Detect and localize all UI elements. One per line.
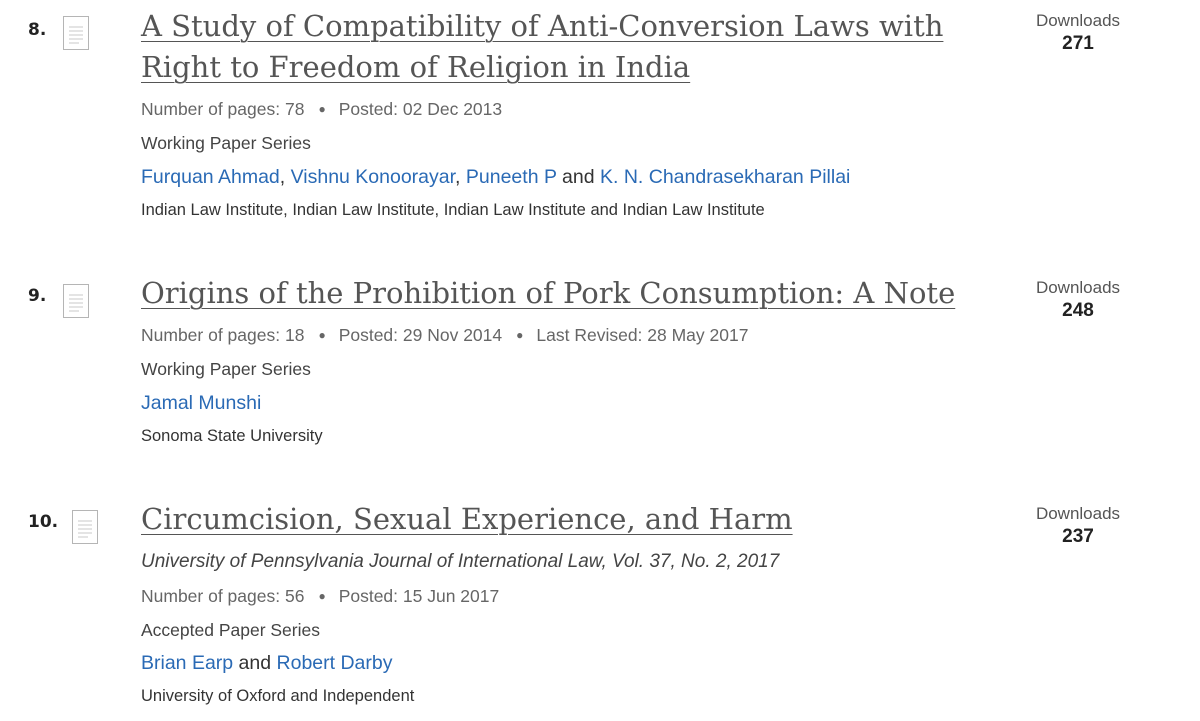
author-list: [141, 166, 850, 189]
downloads-box: [1018, 278, 1138, 324]
rank-number: 8.: [28, 20, 47, 40]
author-link[interactable]: Vishnu Konoorayar: [290, 166, 456, 188]
separator-dot: ●: [318, 102, 326, 116]
rank-number: 9.: [28, 286, 47, 306]
document-icon[interactable]: [63, 16, 89, 50]
journal-citation: University of Pennsylvania Journal of International Law, Vol. 37, No. 2, 2017: [141, 551, 780, 572]
separator-dot: ●: [318, 589, 326, 603]
downloads-label: Downloads: [1035, 504, 1121, 523]
affiliations: Sonoma State University: [141, 427, 323, 445]
paper-title-link[interactable]: A Study of Compatibility of Anti-Conversion Laws with Right to Freedom of Religion in India: [141, 9, 944, 84]
page-count: Number of pages: 18: [141, 325, 305, 345]
author-separator: ,: [279, 166, 291, 188]
affiliations: University of Oxford and Independent: [141, 687, 415, 705]
author-separator: and: [556, 166, 600, 188]
posted-date: Posted: 15 Jun 2017: [338, 586, 500, 606]
separator-dot: ●: [516, 328, 524, 342]
author-link[interactable]: Robert Darby: [276, 652, 393, 674]
author-list: [141, 392, 261, 415]
rank-number: 10.: [28, 512, 59, 532]
paper-series: Working Paper Series: [141, 133, 311, 153]
downloads-count: 271: [1062, 33, 1094, 54]
author-link[interactable]: Furquan Ahmad: [141, 166, 280, 188]
author-separator: ,: [455, 166, 466, 188]
downloads-label: Downloads: [1035, 11, 1121, 30]
paper-series: Accepted Paper Series: [141, 620, 320, 640]
author-list: [141, 652, 392, 675]
page-count: Number of pages: 78: [141, 99, 305, 119]
paper-title-link[interactable]: Origins of the Prohibition of Pork Consumption: A Note: [141, 276, 956, 310]
author-link[interactable]: Brian Earp: [141, 652, 234, 674]
author-link[interactable]: K. N. Chandrasekharan Pillai: [600, 166, 851, 188]
paper-meta: [141, 325, 748, 346]
downloads-count: 248: [1062, 300, 1094, 321]
author-link[interactable]: Jamal Munshi: [141, 392, 262, 414]
downloads-count: 237: [1062, 526, 1094, 547]
paper-meta: [141, 99, 502, 120]
paper-series: Working Paper Series: [141, 359, 311, 379]
downloads-label: Downloads: [1035, 278, 1121, 297]
revised-date: Last Revised: 28 May 2017: [536, 325, 749, 345]
affiliations: Indian Law Institute, Indian Law Institute, Indian Law Institute and Indian Law Institute: [141, 201, 765, 219]
author-link[interactable]: Puneeth P: [465, 166, 557, 188]
paper-title-link[interactable]: Circumcision, Sexual Experience, and Harm: [141, 502, 793, 536]
posted-date: Posted: 02 Dec 2013: [338, 99, 503, 119]
page-count: Number of pages: 56: [141, 586, 305, 606]
document-icon[interactable]: [72, 510, 98, 544]
author-separator: and: [233, 652, 277, 674]
paper-meta: [141, 586, 499, 607]
document-icon[interactable]: [63, 284, 89, 318]
separator-dot: ●: [318, 328, 326, 342]
posted-date: Posted: 29 Nov 2014: [338, 325, 503, 345]
downloads-box: [1018, 504, 1138, 550]
downloads-box: [1018, 11, 1138, 57]
